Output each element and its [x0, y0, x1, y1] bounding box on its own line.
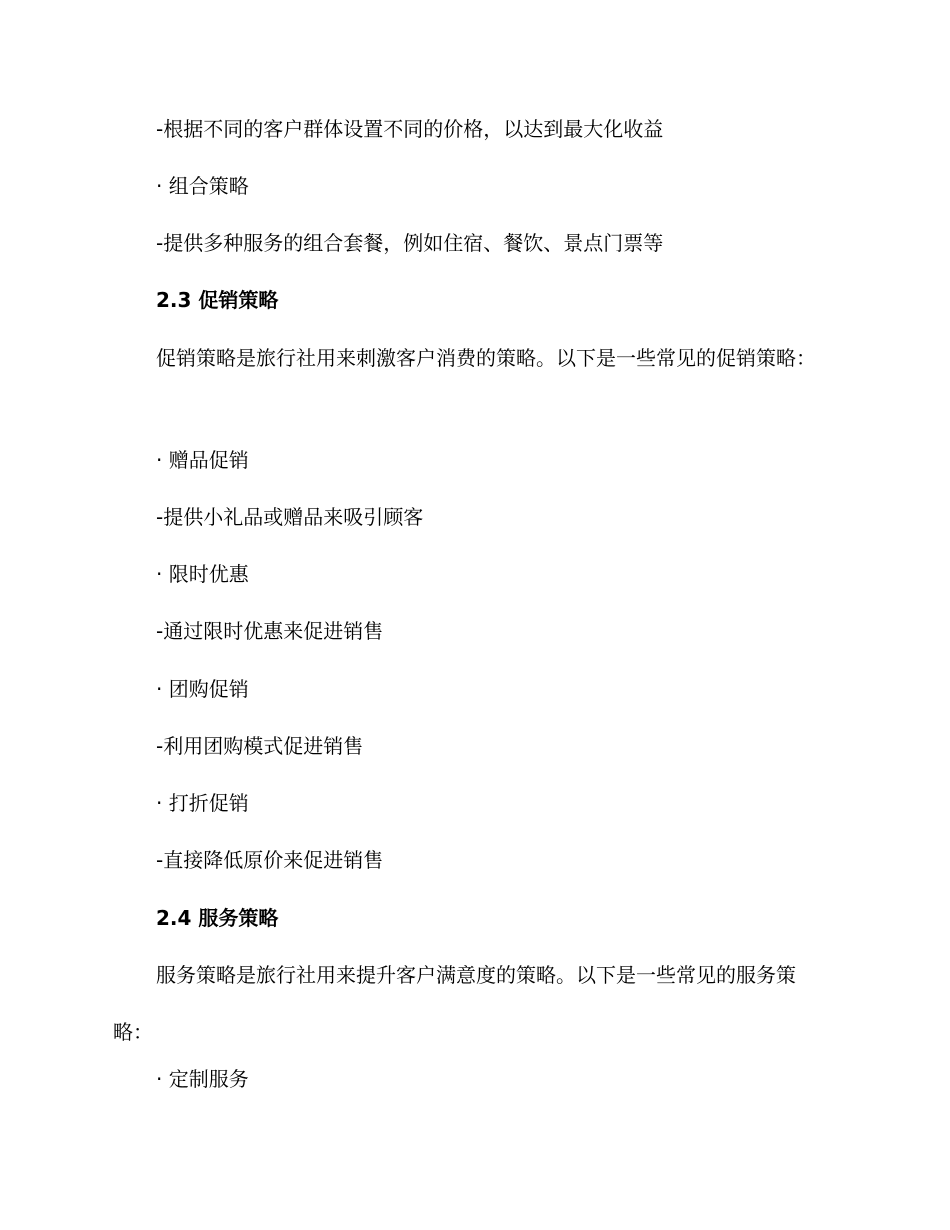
limited-offer-desc: -通过限时优惠来促进销售: [156, 619, 384, 643]
promotion-intro-paragraph: 促销策略是旅行社用来刺激客户消费的策略。以下是一些常见的促销策略：: [156, 346, 816, 370]
discount-item: · 打折促销: [156, 791, 249, 815]
group-buy-desc: -利用团购模式促进销售: [156, 734, 364, 758]
gift-promo-desc: -提供小礼品或赠品来吸引顾客: [156, 505, 424, 529]
section-heading-service: 2.4 服务策略: [156, 906, 279, 930]
bundle-strategy-item: · 组合策略: [156, 174, 249, 198]
pricing-desc-line: -根据不同的客户群体设置不同的价格，以达到最大化收益: [156, 117, 664, 141]
group-buy-item: · 团购促销: [156, 677, 249, 701]
gift-promo-item: · 赠品促销: [156, 448, 249, 472]
bundle-desc-line: -提供多种服务的组合套餐，例如住宿、餐饮、景点门票等: [156, 231, 664, 255]
service-intro-paragraph: 服务策略是旅行社用来提升客户满意度的策略。以下是一些常见的服务策略：: [113, 963, 796, 1044]
section-heading-promotion: 2.3 促销策略: [156, 288, 279, 312]
limited-offer-item: · 限时优惠: [156, 562, 249, 586]
discount-desc: -直接降低原价来促进销售: [156, 848, 384, 872]
custom-service-item: · 定制服务: [156, 1067, 249, 1091]
